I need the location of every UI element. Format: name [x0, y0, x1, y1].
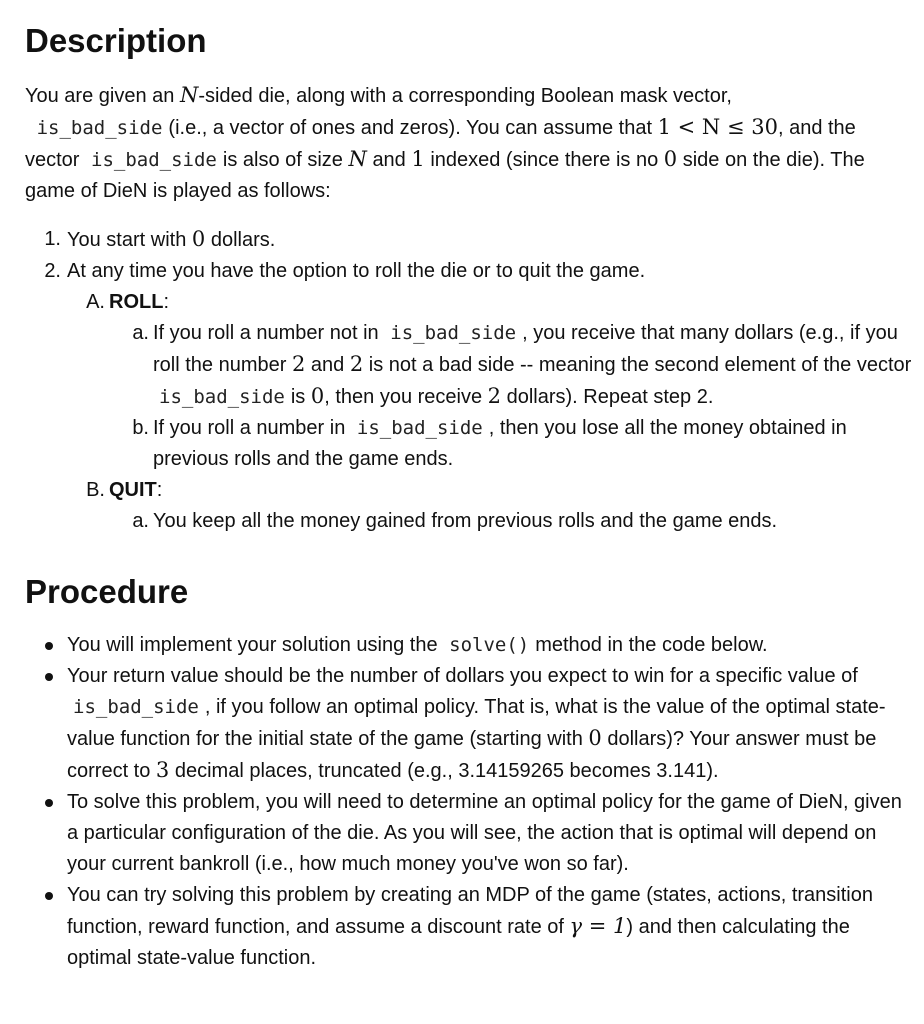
list-item: You can try solving this problem by creating an MDP of the game (states, actions, transition function, reward function, and assume a discount rate of γ = 1) and then calculating the optimal state-value function. [25, 880, 915, 974]
list-item: Your return value should be the number of dollars you expect to win for a specific value of is_bad_side , if you follow an optimal policy. That is, what is the value of the optimal state-value function for the initial state of the game (starting with 0 dollars)? Your answer must be correct to 3 decimal places, truncated (e.g., 3.14159265 becomes 3.141). [25, 661, 915, 787]
description-intro: You are given an N-sided die, along with a corresponding Boolean mask vector, is_bad_side (i.e., a vector of ones and zeros). You can assume that 1 < N ≤ 30, and the vector is_bad_side is also of size N and 1 indexed (since there is no 0 side on the die). The game of DieN is played as follows: [25, 83, 865, 202]
list-item: 1. You start with 0 dollars. [25, 224, 920, 256]
math-constraint: 1 < N ≤ 30 [657, 115, 778, 139]
code-is-bad-side: is_bad_side [356, 417, 483, 439]
list-marker: 2. [44, 260, 61, 282]
list-item: 2. At any time you have the option to roll the die or to quit the game. [25, 256, 920, 287]
roll-case-b: b. If you roll a number in is_bad_side , then you lose all the money obtained in previous rolls and the game ends. [25, 413, 920, 475]
code-is-bad-side: is_bad_side [159, 386, 285, 408]
math-one: 1 [411, 147, 425, 171]
math-zero: 0 [663, 147, 678, 171]
list-marker: A. [86, 291, 105, 313]
procedure-list [25, 630, 915, 974]
bullet-icon [45, 799, 53, 807]
list-marker: B. [86, 479, 105, 501]
list-marker: a. [132, 322, 149, 344]
bullet-icon [45, 642, 53, 650]
list-item: You will implement your solution using the solve() method in the code below. [25, 630, 915, 661]
bullet-icon [45, 673, 53, 681]
roll-option: A. ROLL: [25, 287, 920, 318]
game-steps-list [25, 224, 920, 537]
roll-case-a: a. If you roll a number not in is_bad_side , you receive that many dollars (e.g., if you roll the number 2 and 2 is not a bad side -- meaning the second element of the vector is_bad_side is 0, then you receive 2 dollars). Repeat step 2. [25, 318, 920, 413]
quit-case-a: a. You keep all the money gained from previous rolls and the game ends. [25, 506, 920, 537]
math-zero: 0 [191, 227, 206, 251]
list-item: To solve this problem, you will need to determine an optimal policy for the game of DieN, given a particular configuration of the die. As you will see, the action that is optimal will depend on your current bankroll (i.e., how much money you've won so far). [25, 787, 915, 880]
math-gamma: γ = 1 [569, 914, 627, 938]
roll-title: ROLL [109, 291, 164, 313]
list-marker: b. [132, 417, 149, 439]
code-is-bad-side: is_bad_side [36, 117, 163, 139]
quit-title: QUIT [109, 479, 157, 501]
list-marker: 1. [44, 228, 61, 250]
code-is-bad-side: is_bad_side [390, 322, 517, 344]
procedure-heading: Procedure [25, 573, 189, 610]
quit-option: B. QUIT: [25, 475, 920, 506]
list-marker: a. [132, 510, 149, 532]
code-is-bad-side: is_bad_side [73, 696, 199, 718]
math-n: N [348, 147, 367, 171]
description-heading: Description [25, 22, 207, 59]
code-solve: solve() [449, 634, 530, 656]
bullet-icon [45, 892, 53, 900]
code-is-bad-side: is_bad_side [91, 149, 217, 171]
math-n: N [179, 83, 199, 107]
